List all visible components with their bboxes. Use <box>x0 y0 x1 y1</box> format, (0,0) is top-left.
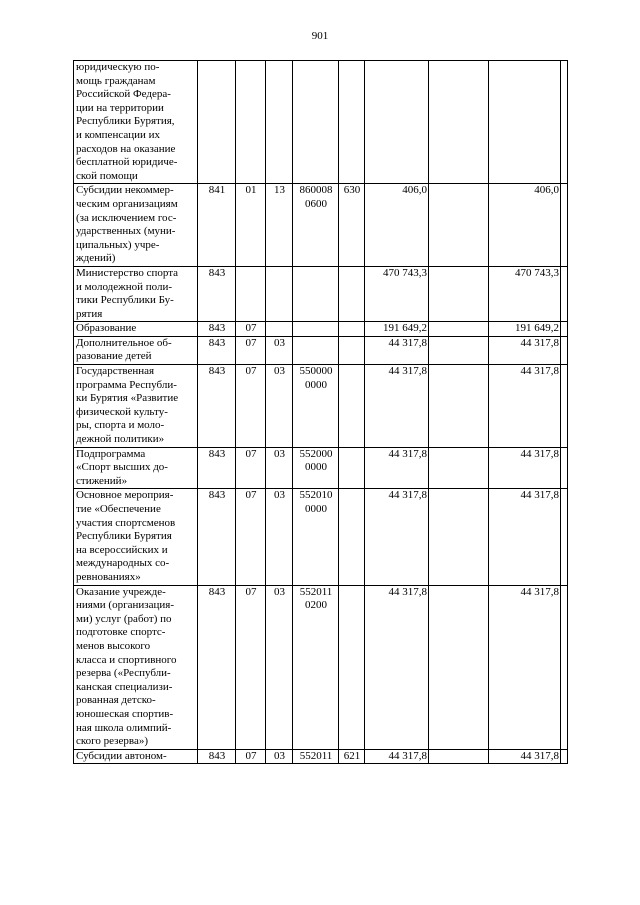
row-name-line: юридическую по- <box>76 61 160 73</box>
subsection-code <box>266 266 293 321</box>
expense-type-code: 630 <box>339 184 365 267</box>
page-number: 901 <box>311 30 329 42</box>
row-name-line: менов высокого <box>76 639 151 652</box>
ved-code: 843 <box>198 585 236 749</box>
row-name-line: рятия <box>76 307 103 320</box>
row-name-line: Республики Бурятия <box>76 530 172 543</box>
target-article-code <box>293 585 339 749</box>
amount-budget: 44 317,8 <box>489 489 561 585</box>
row-name-line: ской помощи <box>76 169 138 182</box>
target-article-code <box>293 365 339 448</box>
row-name-line: дежной политики» <box>76 433 165 446</box>
amount-empty <box>429 336 489 364</box>
row-name-line: ниями (организация- <box>76 599 174 612</box>
row-name-line: стижений» <box>76 474 128 487</box>
row-name-line: и компенсации их <box>76 128 161 141</box>
target-article-line: 552010 <box>299 489 333 502</box>
amount-empty <box>429 749 489 764</box>
section-code: 07 <box>236 447 266 489</box>
amount-budget: 406,0 <box>489 184 561 267</box>
amount-empty-right <box>561 489 568 585</box>
subsection-code: 03 <box>266 336 293 364</box>
amount-empty-right <box>561 749 568 764</box>
amount-empty-right <box>561 447 568 489</box>
row-name-line: класса и спортивного <box>76 653 177 666</box>
row-name-line: ми) услуг (работ) по <box>76 612 172 625</box>
amount-budget: 44 317,8 <box>489 749 561 764</box>
row-name-line: Республики Бурятия, <box>76 115 175 128</box>
ved-code: 843 <box>198 365 236 448</box>
target-article-line: 0600 <box>305 197 327 210</box>
section-code <box>236 61 266 184</box>
section-code: 07 <box>236 365 266 448</box>
row-name-line: ждений) <box>76 252 116 265</box>
section-code: 07 <box>236 336 266 364</box>
target-article-line: 550000 <box>299 365 333 378</box>
amount-empty-right <box>561 184 568 267</box>
amount-budget: 44 317,8 <box>489 585 561 749</box>
table-row <box>74 322 568 337</box>
amount-budget: 191 649,2 <box>489 322 561 337</box>
target-article-code <box>293 266 339 321</box>
table-row <box>74 61 568 184</box>
section-code: 07 <box>236 585 266 749</box>
row-name-line: ная школа олимпий- <box>76 721 172 734</box>
table-row <box>74 585 568 749</box>
target-article-code <box>293 447 339 489</box>
row-name-line: участия спортсменов <box>76 516 176 529</box>
subsection-code <box>266 61 293 184</box>
expense-type-code <box>339 336 365 364</box>
row-name-line: ципальных) учре- <box>76 238 160 251</box>
target-article-line: 860008 <box>299 184 333 197</box>
table-row <box>74 184 568 267</box>
ved-code: 843 <box>198 322 236 337</box>
row-name-line: расходов на оказание <box>76 142 176 155</box>
expense-type-code <box>339 489 365 585</box>
amount-total: 44 317,8 <box>365 365 429 448</box>
subsection-code: 03 <box>266 585 293 749</box>
section-code: 07 <box>236 749 266 764</box>
section-code: 07 <box>236 322 266 337</box>
expense-type-code <box>339 266 365 321</box>
subsection-code: 03 <box>266 749 293 764</box>
row-name-line: Субсидии некоммер- <box>76 184 174 197</box>
ved-code: 843 <box>198 489 236 585</box>
row-name-line: Основное мероприя- <box>76 489 174 502</box>
row-name <box>74 336 198 364</box>
expense-type-code <box>339 322 365 337</box>
expense-type-code <box>339 447 365 489</box>
row-name-line: ции на территории <box>76 101 164 114</box>
amount-empty <box>429 447 489 489</box>
row-name-line: канская специализи- <box>76 680 173 693</box>
amount-empty <box>429 61 489 184</box>
row-name-line: и молодежной поли- <box>76 280 173 293</box>
target-article-code <box>293 322 339 337</box>
row-name-line: международных со- <box>76 557 170 570</box>
row-name <box>74 749 198 764</box>
target-article-code <box>293 61 339 184</box>
row-name-line: «Спорт высших до- <box>76 461 168 474</box>
table-row <box>74 336 568 364</box>
amount-budget: 44 317,8 <box>489 365 561 448</box>
expense-type-code <box>339 365 365 448</box>
subsection-code: 03 <box>266 489 293 585</box>
row-name-line: бесплатной юридиче- <box>76 156 178 169</box>
table-row <box>74 266 568 321</box>
target-article-code <box>293 749 339 764</box>
row-name-line: ки Бурятия «Развитие <box>76 392 179 405</box>
row-name-line: Государственная <box>76 365 155 378</box>
expense-type-code <box>339 585 365 749</box>
amount-total: 44 317,8 <box>365 447 429 489</box>
amount-empty-right <box>561 585 568 749</box>
row-name-line: Министерство спорта <box>76 266 179 279</box>
ved-code: 843 <box>198 447 236 489</box>
table-row <box>74 489 568 585</box>
amount-empty-right <box>561 365 568 448</box>
table-row <box>74 749 568 764</box>
subsection-code <box>266 322 293 337</box>
row-name-line: ударственных (муни- <box>76 225 176 238</box>
target-article-code <box>293 336 339 364</box>
ved-code: 843 <box>198 749 236 764</box>
row-name <box>74 184 198 267</box>
amount-empty <box>429 322 489 337</box>
row-name-line: разование детей <box>76 350 152 363</box>
amount-budget <box>489 61 561 184</box>
amount-empty <box>429 365 489 448</box>
row-name-line: Российской Федера- <box>76 88 171 101</box>
row-name-line: рованная детско- <box>76 694 156 707</box>
ved-code <box>198 61 236 184</box>
row-name-line: резерва («Республи- <box>76 667 171 680</box>
row-name-line: (за исключением гос- <box>76 211 177 224</box>
row-name-line: Подпрограмма <box>76 447 146 460</box>
amount-budget: 44 317,8 <box>489 447 561 489</box>
row-name-line: тики Республики Бу- <box>76 294 174 307</box>
row-name-line: юношеская спортив- <box>76 707 174 720</box>
row-name-line: программа Республи- <box>76 378 177 391</box>
budget-table <box>73 60 568 764</box>
amount-total: 191 649,2 <box>365 322 429 337</box>
amount-total: 44 317,8 <box>365 336 429 364</box>
row-name <box>74 365 198 448</box>
amount-empty-right <box>561 322 568 337</box>
row-name <box>74 585 198 749</box>
expense-type-code <box>339 61 365 184</box>
target-article-line: 0000 <box>305 503 327 515</box>
subsection-code: 03 <box>266 447 293 489</box>
section-code: 07 <box>236 489 266 585</box>
row-name-line: мощь гражданам <box>76 74 156 87</box>
target-article-line: 552011 <box>299 585 333 598</box>
row-name-line: подготовке спортс- <box>76 626 166 639</box>
amount-total: 44 317,8 <box>365 749 429 764</box>
row-name-line: Дополнительное об- <box>76 336 172 349</box>
row-name-line: Субсидии автоном- <box>76 749 167 762</box>
subsection-code: 13 <box>266 184 293 267</box>
row-name-line: ческим организациям <box>76 197 178 210</box>
row-name <box>74 489 198 585</box>
row-name-line: на всероссийских и <box>76 543 168 556</box>
ved-code: 843 <box>198 336 236 364</box>
amount-budget: 470 743,3 <box>489 266 561 321</box>
section-code <box>236 266 266 321</box>
amount-empty-right <box>561 336 568 364</box>
row-name <box>74 322 198 337</box>
row-name-line: физической культу- <box>76 405 168 418</box>
target-article-code <box>293 489 339 585</box>
section-code: 01 <box>236 184 266 267</box>
row-name <box>74 61 198 184</box>
target-article-line: 0000 <box>305 461 327 474</box>
table-row <box>74 365 568 448</box>
ved-code: 841 <box>198 184 236 267</box>
row-name <box>74 447 198 489</box>
amount-total: 44 317,8 <box>365 489 429 585</box>
amount-empty-right <box>561 266 568 321</box>
row-name <box>74 266 198 321</box>
amount-total <box>365 61 429 184</box>
amount-total: 406,0 <box>365 184 429 267</box>
amount-empty-right <box>561 61 568 184</box>
row-name-line: тие «Обеспечение <box>76 503 161 515</box>
table-row <box>74 447 568 489</box>
amount-total: 44 317,8 <box>365 585 429 749</box>
row-name-line: ского резерва») <box>76 735 148 748</box>
amount-total: 470 743,3 <box>365 266 429 321</box>
amount-empty <box>429 489 489 585</box>
target-article-code <box>293 184 339 267</box>
row-name-line: ревнованиях» <box>76 570 141 583</box>
expense-type-code: 621 <box>339 749 365 764</box>
target-article-line: 0000 <box>305 378 327 391</box>
amount-empty <box>429 184 489 267</box>
subsection-code: 03 <box>266 365 293 448</box>
row-name-line: ры, спорта и моло- <box>76 419 165 432</box>
target-article-line: 0200 <box>305 599 327 612</box>
amount-empty <box>429 585 489 749</box>
row-name-line: Образование <box>76 322 137 335</box>
target-article-line: 552011 <box>299 749 333 762</box>
row-name-line: Оказание учрежде- <box>76 585 166 598</box>
amount-budget: 44 317,8 <box>489 336 561 364</box>
target-article-line: 552000 <box>299 447 333 460</box>
amount-empty <box>429 266 489 321</box>
ved-code: 843 <box>198 266 236 321</box>
